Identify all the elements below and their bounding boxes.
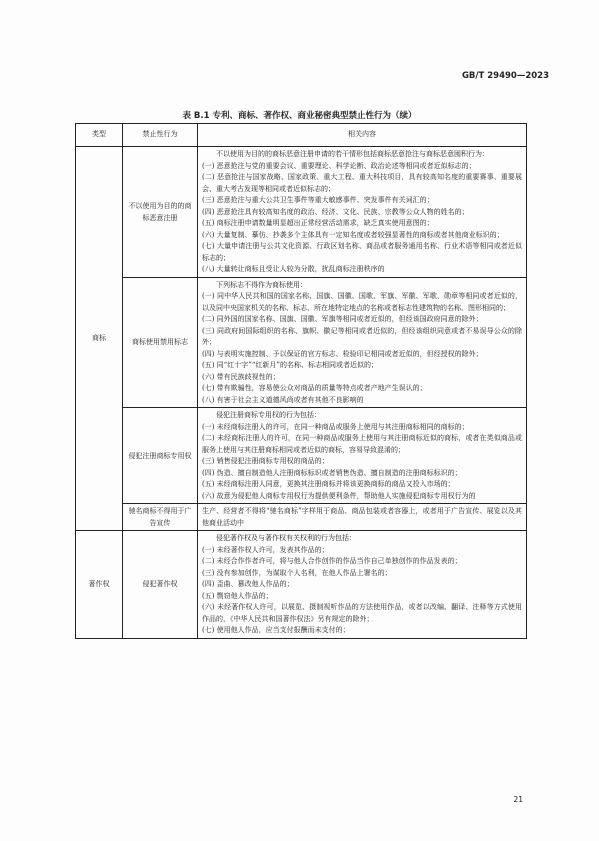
content-cell: [198, 408, 527, 504]
content-line: (八) 大量转让商标且受让人较为分散，扰乱商标注册秩序的: [202, 265, 385, 273]
content-line: (五) 同“红十字”“红新月”的名称、标志相同或者近似的；: [202, 361, 379, 369]
content-line: (六) 大量复制、摹仿、抄袭多个主体具有一定知名度或者较强显著性的商标或者其他商业标识的；: [202, 230, 504, 239]
behavior-cell: 驰名商标不得用于广告宣传: [123, 504, 198, 531]
content-cell: [198, 277, 527, 408]
category-cell-trademark: 商标: [76, 147, 123, 531]
table-row: [76, 277, 527, 408]
column-header-content: 相关内容: [198, 124, 527, 147]
prohibited-behaviors-table: [75, 123, 527, 639]
content-line: (七) 带有欺骗性，容易使公众对商品的质量等特点或者产地产生误认的；: [202, 384, 427, 392]
content-line: (八) 有害于社会主义道德风尚或者有其他不良影响的: [202, 395, 364, 404]
content-line: (三) 没有参加创作，为谋取个人名利，在他人作品上署名的；: [202, 568, 392, 577]
content-line: 不以使用为目的的商标恶意注册申请的若干情形包括商标恶意抢注与商标恶意囤积行为：: [216, 150, 489, 158]
content-line: (一) 同中华人民共和国的国家名称、国旗、国徽、国歌、军旗、军徽、军歌、勋章等相同或者近似的，以及同中央国家机关的名称、标志、所在地特定地点的名称或者标志性建筑物的名称、图形相同的；: [202, 292, 522, 312]
content-line: (二) 同外国的国家名称、国旗、国徽、军旗等相同或者近似的，但经该国政府同意的除外；: [202, 315, 483, 323]
content-line: (五) 未经商标注册人同意，更换其注册商标并将该更换商标的商品又投入市场的；: [202, 480, 455, 488]
content-line: (七) 使用他人作品，应当支付报酬而未支付的；: [202, 626, 350, 634]
content-cell: [198, 147, 527, 278]
table-row: [76, 531, 527, 639]
content-line: 下列标志不得作为商标使用：: [216, 280, 307, 289]
content-line: (三) 同政府间国际组织的名称、旗帜、徽记等相同或者近似的，但经该组织同意或者不易误导公众的除外；: [202, 326, 522, 346]
content-line: (五) 商标注册申请数量明显超出正常经营活动需求，缺乏真实使用意图的；: [202, 219, 434, 227]
category-cell-copyright: 著作权: [76, 531, 123, 639]
table-header-row: [76, 124, 527, 147]
behavior-cell: 商标使用禁用标志: [123, 277, 198, 408]
content-line: (四) 歪曲、篡改他人作品的；: [202, 580, 294, 588]
content-line: (六) 未经著作权人许可，以展览、摄制视听作品的方法使用作品，或者以改编、翻译、注释等方式使用作品的，《中华人民共和国著作权法》另有规定的除外；: [202, 603, 522, 623]
content-line: (四) 恶意抢注具有较高知名度的政治、经济、文化、民族、宗教等公众人物的姓名的；: [202, 207, 469, 216]
content-line: (三) 销售侵犯注册商标专用权的商品的；: [202, 457, 329, 465]
standard-code: GB/T 29490—2023: [461, 71, 549, 81]
content-line: (二) 未经商标注册人的许可，在同一种商品或服务上使用与其注册商标近似的商标，或者在类似商品或服务上使用与其注册商标相同或者近似的商标，容易导致混淆的；: [202, 434, 522, 454]
content-cell: [198, 531, 527, 639]
content-line: (二) 未经合作作者许可，将与他人合作创作的作品当作自己单独创作的作品发表的；: [202, 557, 462, 565]
content-line: (三) 恶意抢注与重大公共卫生事件等重大敏感事件、突发事件有关词汇的；: [202, 196, 434, 204]
content-line: (四) 伪造、擅自制造他人注册商标标识或者销售伪造、擅自制造的注册商标标识的；: [202, 468, 462, 477]
content-line: (六) 故意为侵犯他人商标专用权行为提供便利条件，帮助他人实施侵犯商标专用权行为的: [202, 491, 476, 500]
content-line: (六) 带有民族歧视性的；: [202, 372, 280, 381]
column-header-type: 类型: [76, 124, 123, 147]
table-title: 表 B.1 专利、商标、著作权、商业秘密典型禁止性行为（续）: [182, 111, 417, 121]
content-line: (二) 恶意抢注与国家战略、国家政策、重大工程、重大科技项目，具有较高知名度的重要赛事、重要展会、重大考古发现等相同或者近似标志的；: [202, 173, 522, 193]
behavior-cell: 侵犯注册商标专用权: [123, 408, 198, 504]
behavior-cell: 侵犯著作权: [123, 531, 198, 639]
content-line: 侵犯注册商标专用权的行为包括：: [216, 411, 321, 419]
content-line: (七) 大量申请注册与公共文化资源、行政区划名称、商品或者服务通用名称、行业术语等相同或者近似标志的；: [202, 242, 522, 262]
table-row: [76, 504, 527, 531]
content-line: (五) 剽窃他人作品的；: [202, 591, 273, 600]
table-row: [76, 147, 527, 278]
content-line: 生产、经营者不得将“驰名商标”字样用于商品、商品包装或者容器上，或者用于广告宣传、展览以及其他商业活动中: [202, 507, 522, 527]
content-line: 侵犯著作权及与著作权有关权利的行为包括：: [216, 534, 356, 542]
content-line: (一) 未经商标注册人的许可，在同一种商品或服务上使用与其注册商标相同的商标的；: [202, 422, 469, 431]
page-number: 21: [513, 795, 523, 804]
table-row: [76, 408, 527, 504]
content-line: (一) 恶意抢注与党的重要会议、重要理论、科学论断、政治论述等相同或者近似标志的；: [202, 161, 476, 170]
content-line: (一) 未经著作权人许可，发表其作品的；: [202, 545, 329, 554]
column-header-behavior: 禁止性行为: [123, 124, 198, 147]
content-line: (四) 与表明实施控制、予以保证的官方标志、检验印记相同或者近似的，但经授权的除外；: [202, 349, 483, 358]
content-cell: [198, 504, 527, 531]
behavior-cell: 不以使用为目的的商标恶意注册: [123, 147, 198, 278]
